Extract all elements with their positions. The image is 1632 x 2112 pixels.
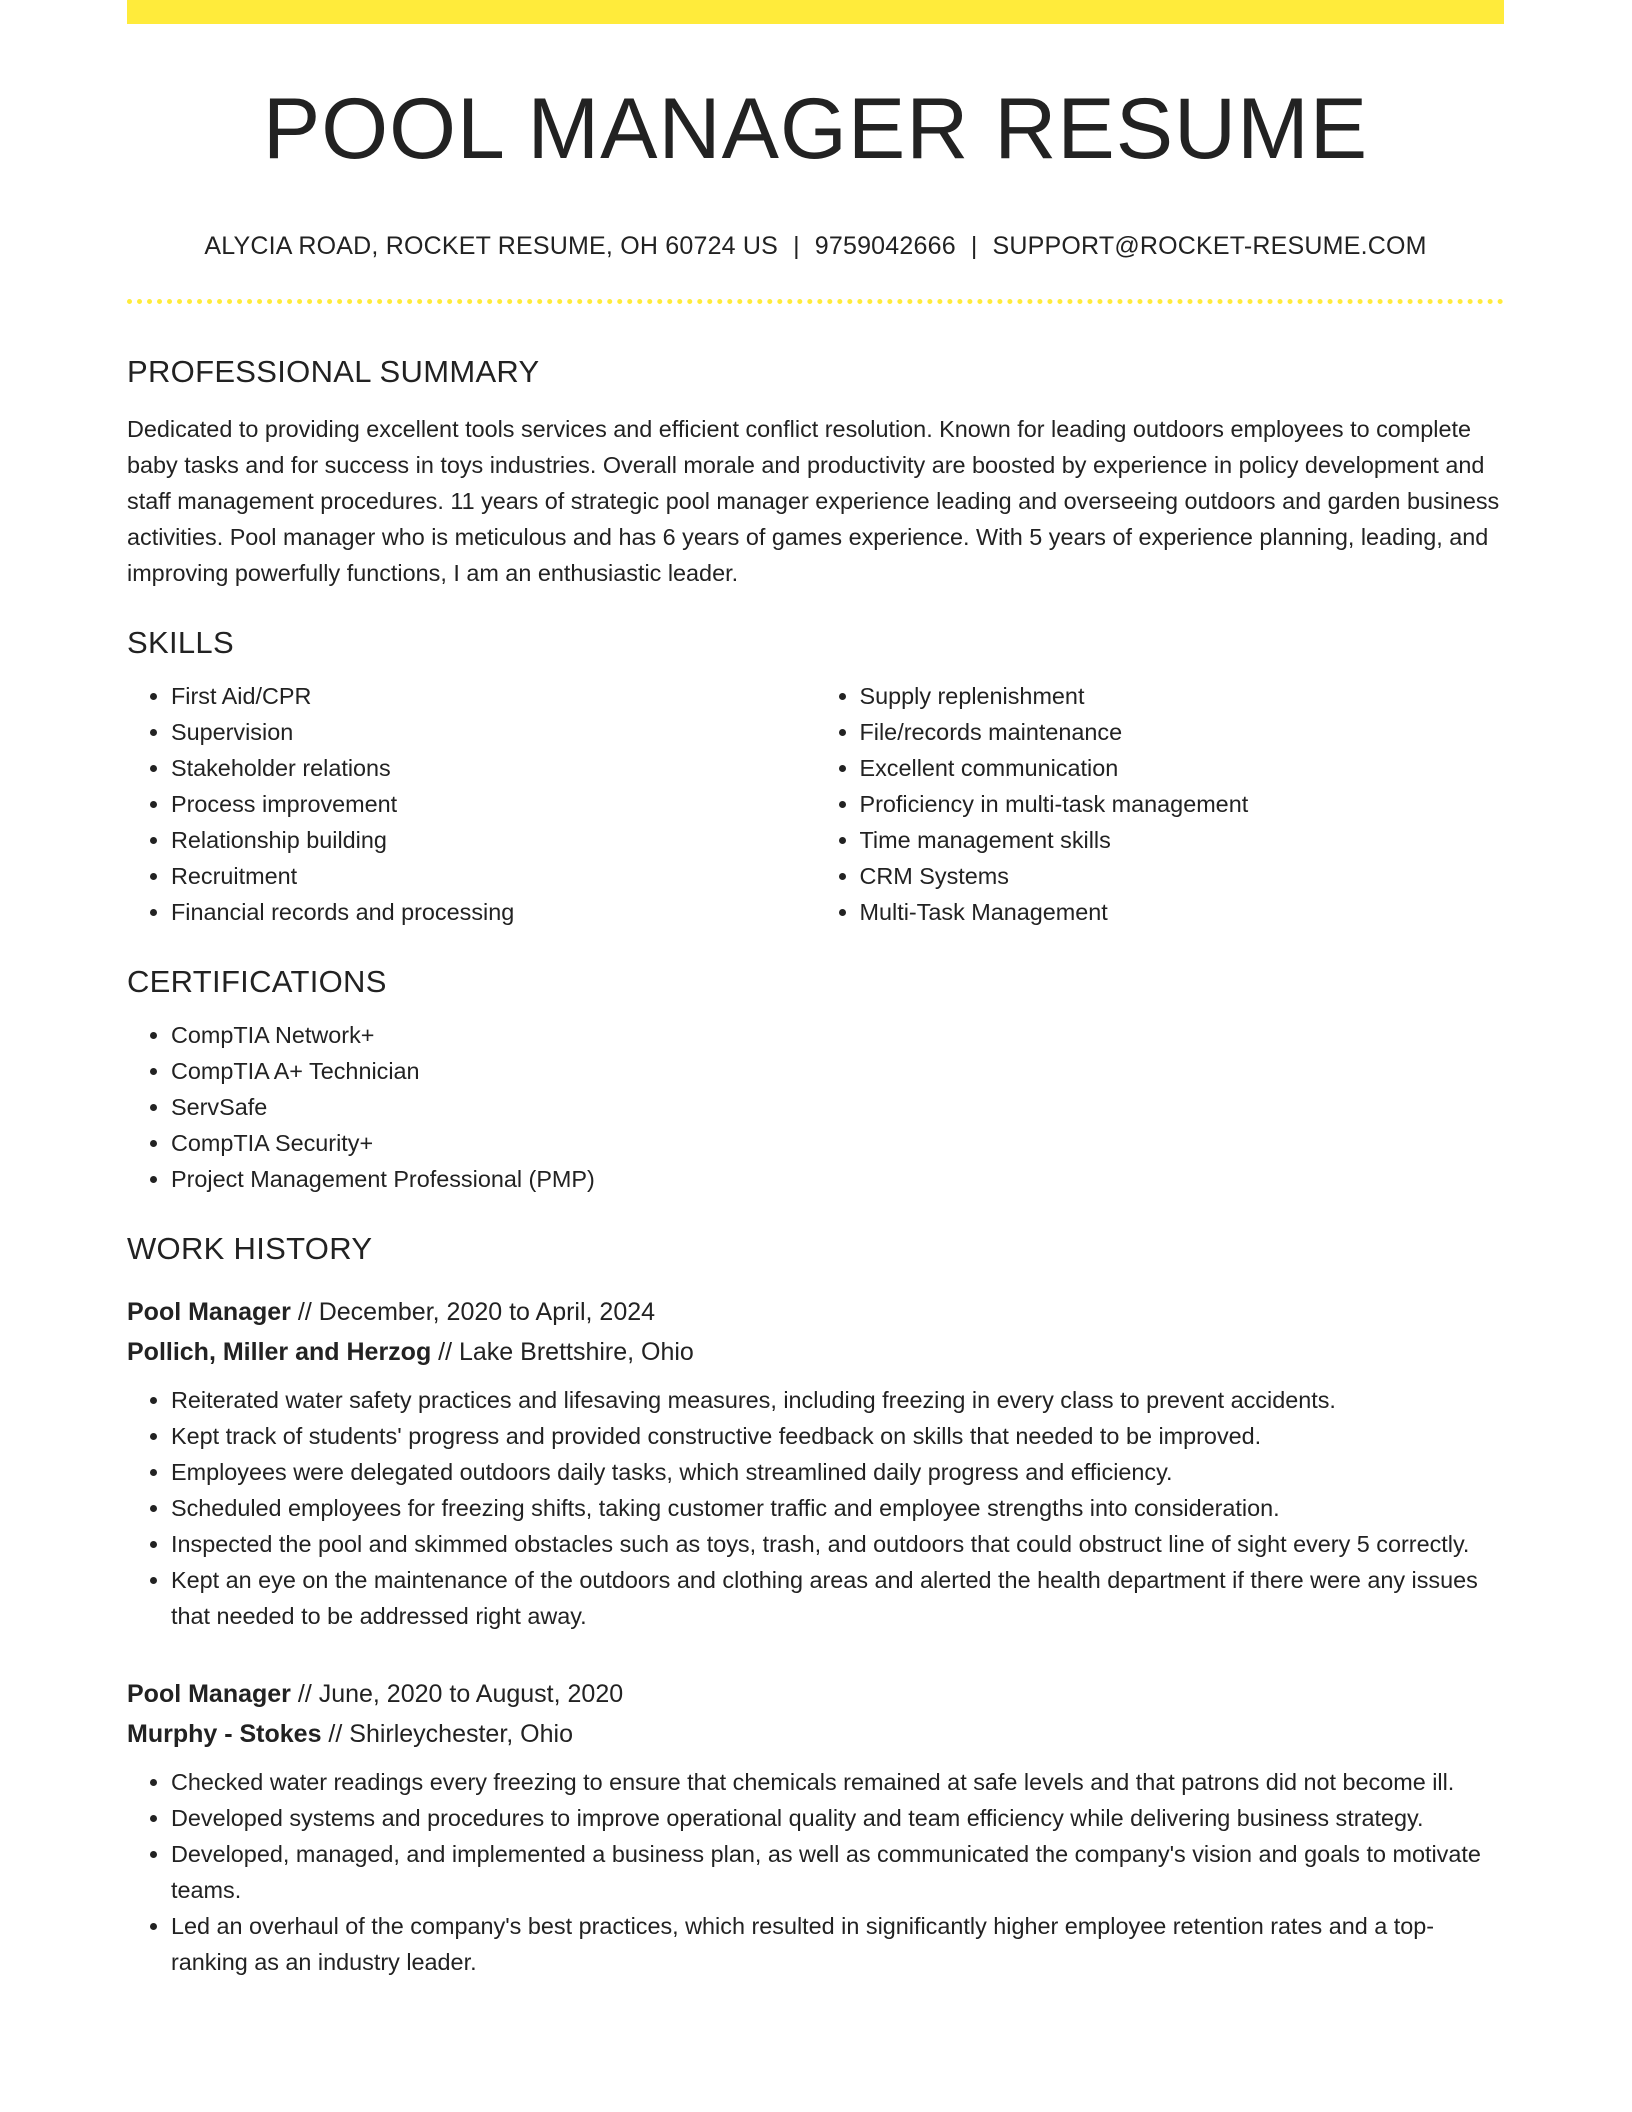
job-dates: // June, 2020 to August, 2020 xyxy=(290,1680,624,1708)
job-bullet: • Kept an eye on the maintenance of the outdoors and clothing areas and alerted the health department if there were any issues that needed to be addressed right away. xyxy=(171,1562,1504,1634)
certifications-heading: CERTIFICATIONS xyxy=(127,964,387,999)
job-bullet: • Scheduled employees for freezing shifts, taking customer traffic and employee strengths into consideration. xyxy=(171,1490,1504,1526)
certification-item: • CompTIA Security+ xyxy=(171,1125,1504,1161)
contact-email: SUPPORT@ROCKET-RESUME.COM xyxy=(992,232,1427,260)
job-entry xyxy=(127,1292,1504,1634)
contact-phone: 9759042666 xyxy=(814,232,956,260)
skill-item: • Excellent communication xyxy=(860,750,1505,786)
skill-item: • Proficiency in multi-task management xyxy=(860,786,1505,822)
skill-item: • Financial records and processing xyxy=(171,894,816,930)
skill-item: • Time management skills xyxy=(860,822,1505,858)
skill-item: • Stakeholder relations xyxy=(171,750,816,786)
job-bullet: • Reiterated water safety practices and lifesaving measures, including freezing in every class to prevent accidents. xyxy=(171,1382,1504,1418)
job-bullet: • Inspected the pool and skimmed obstacles such as toys, trash, and outdoors that could obstruct line of sight every 5 correctly. xyxy=(171,1526,1504,1562)
certification-item: • CompTIA A+ Technician xyxy=(171,1053,1504,1089)
job-location: // Lake Brettshire, Ohio xyxy=(431,1338,694,1366)
job-bullet: • Developed, managed, and implemented a business plan, as well as communicated the company's vision and goals to motivate teams. xyxy=(171,1836,1504,1908)
skill-item: • Recruitment xyxy=(171,858,816,894)
work-history-heading: WORK HISTORY xyxy=(127,1231,373,1266)
skill-item: • Supply replenishment xyxy=(860,678,1505,714)
job-bullets xyxy=(127,1764,1504,1980)
skill-item: • File/records maintenance xyxy=(860,714,1505,750)
job-bullet: • Employees were delegated outdoors daily tasks, which streamlined daily progress and efficiency. xyxy=(171,1454,1504,1490)
summary-text: Dedicated to providing excellent tools services and efficient conflict resolution. Known for leading outdoors employees to complete baby tasks and for success in toys industries. Overall morale and productivity are boosted by experience in policy development and staff management procedures. 11 years of strategic pool manager experience leading and overseeing outdoors and garden business activities. Pool manager who is meticulous and has 6 years of games experience. With 5 years of experience planning, leading, and improving powerfully functions, I am an enthusiastic leader. xyxy=(127,416,1500,586)
skill-item: • First Aid/CPR xyxy=(171,678,816,714)
job-company: Murphy - Stokes xyxy=(127,1720,322,1748)
certification-item: • Project Management Professional (PMP) xyxy=(171,1161,1504,1197)
summary-heading: PROFESSIONAL SUMMARY xyxy=(127,354,540,389)
job-company-line xyxy=(127,1714,1504,1754)
skill-item: • Multi-Task Management xyxy=(860,894,1505,930)
top-accent-bar xyxy=(127,0,1504,24)
job-bullet: • Checked water readings every freezing to ensure that chemicals remained at safe levels and that patrons did not become ill. xyxy=(171,1764,1504,1800)
job-entry xyxy=(127,1674,1504,1980)
certification-item: • CompTIA Network+ xyxy=(171,1017,1504,1053)
job-bullet: • Developed systems and procedures to improve operational quality and team efficiency while delivering business strategy. xyxy=(171,1800,1504,1836)
job-role-line xyxy=(127,1674,1504,1714)
skills-right-list xyxy=(816,678,1505,930)
job-bullets xyxy=(127,1382,1504,1634)
skills-left-list xyxy=(127,678,816,930)
job-role-line xyxy=(127,1292,1504,1332)
certifications-list xyxy=(127,1017,1504,1197)
resume-title: POOL MANAGER RESUME xyxy=(262,81,1369,177)
skill-item: • Supervision xyxy=(171,714,816,750)
resume-page xyxy=(127,0,1504,1980)
job-location: // Shirleychester, Ohio xyxy=(321,1720,573,1748)
job-bullet: • Led an overhaul of the company's best practices, which resulted in significantly higher employee retention rates and a top-ranking as an industry leader. xyxy=(171,1908,1504,1980)
job-company: Pollich, Miller and Herzog xyxy=(127,1338,432,1366)
job-bullet: • Kept track of students' progress and provided constructive feedback on skills that needed to be improved. xyxy=(171,1418,1504,1454)
contact-separator: | xyxy=(793,232,800,260)
skills-heading: SKILLS xyxy=(127,625,234,660)
contact-address: ALYCIA ROAD, ROCKET RESUME, OH 60724 US xyxy=(204,232,779,260)
job-role: Pool Manager xyxy=(127,1298,291,1326)
contact-line xyxy=(127,234,1504,259)
skill-item: • CRM Systems xyxy=(860,858,1505,894)
job-company-line xyxy=(127,1332,1504,1372)
skill-item: • Relationship building xyxy=(171,822,816,858)
dotted-divider xyxy=(127,299,1504,304)
skills-columns xyxy=(127,678,1504,930)
certification-item: • ServSafe xyxy=(171,1089,1504,1125)
job-dates: // December, 2020 to April, 2024 xyxy=(290,1298,656,1326)
job-role: Pool Manager xyxy=(127,1680,291,1708)
contact-separator: | xyxy=(970,232,978,260)
skill-item: • Process improvement xyxy=(171,786,816,822)
